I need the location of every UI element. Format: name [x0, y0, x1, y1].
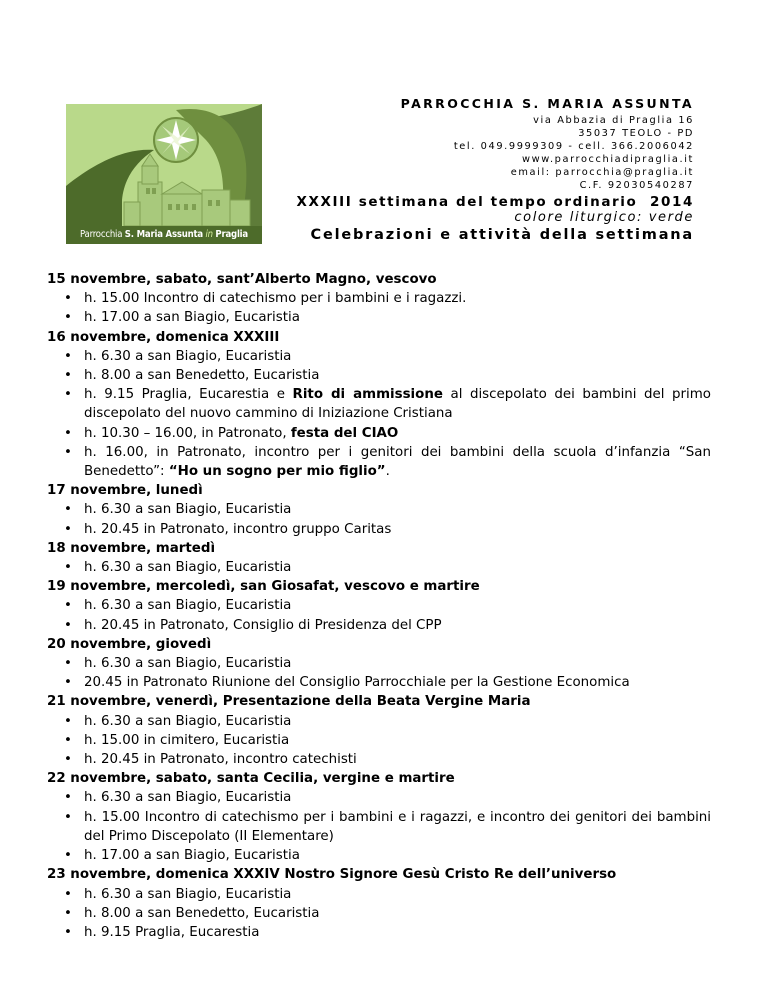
event-item — [47, 673, 711, 692]
event-text: . — [385, 464, 390, 480]
day-events-list — [47, 500, 711, 538]
event-item — [47, 424, 711, 443]
day-heading: 16 novembre, domenica XXXIII — [47, 329, 280, 345]
day-heading: 23 novembre, domenica XXXIV Nostro Signore Gesù Cristo Re dell’universo — [47, 867, 617, 883]
website-line: www.parrocchiadipraglia.it — [522, 154, 694, 165]
event-text: h. 20.45 in Patronato, incontro gruppo Caritas — [84, 521, 392, 537]
day-events-list — [47, 558, 711, 577]
event-item — [47, 596, 711, 615]
event-item — [47, 846, 711, 865]
liturgical-color: colore liturgico: verde — [514, 210, 694, 225]
day-heading: 20 novembre, giovedì — [47, 636, 212, 652]
event-text: h. 10.30 – 16.00, in Patronato, — [84, 425, 291, 441]
event-item — [47, 289, 711, 308]
event-text: h. 16.00, in Patronato, incontro per i genitori dei bambini della scuola d’infanzia “San Benedetto”: — [84, 444, 711, 480]
event-text: h. 9.15 Praglia, Eucarestia e — [84, 387, 293, 403]
event-item — [47, 366, 711, 385]
event-item — [47, 731, 711, 750]
logo-artwork — [66, 104, 262, 244]
event-item — [47, 788, 711, 807]
event-text: h. 17.00 a san Biagio, Eucaristia — [84, 310, 300, 326]
event-text: h. 6.30 a san Biagio, Eucaristia — [84, 713, 292, 729]
event-text: h. 15.00 Incontro di catechismo per i bambini e i ragazzi, e incontro dei genitori dei bambini del Primo Discepolato (II Elementare) — [84, 809, 711, 844]
event-item — [47, 308, 711, 327]
event-text: 20.45 in Patronato Riunione del Consiglio Parrocchiale per la Gestione Economica — [84, 675, 630, 691]
event-item — [47, 443, 711, 481]
event-item — [47, 558, 711, 577]
event-text: h. 8.00 a san Benedetto, Eucaristia — [84, 368, 320, 384]
address-line: via Abbazia di Praglia 16 — [533, 115, 694, 126]
event-text: h. 6.30 a san Biagio, Eucaristia — [84, 598, 292, 614]
event-item — [47, 808, 711, 846]
day-events-list — [47, 788, 711, 865]
postal-line: 35037 TEOLO - PD — [578, 128, 694, 139]
phone-line: tel. 049.9999309 - cell. 366.2006042 — [453, 141, 694, 152]
event-text: h. 15.00 Incontro di catechismo per i bambini e i ragazzi. — [84, 291, 467, 307]
day-events-list — [47, 712, 711, 770]
event-text: h. 6.30 a san Biagio, Eucaristia — [84, 560, 292, 576]
event-item — [47, 347, 711, 366]
parish-name: PARROCCHIA S. MARIA ASSUNTA — [400, 96, 694, 111]
event-item — [47, 885, 711, 904]
event-text: h. 8.00 a san Benedetto, Eucaristia — [84, 905, 320, 921]
event-text: h. 6.30 a san Biagio, Eucaristia — [84, 790, 292, 806]
day-events-list — [47, 654, 711, 692]
day-heading: 15 novembre, sabato, sant’Alberto Magno, vescovo — [47, 272, 437, 287]
event-item — [47, 520, 711, 539]
day-heading: 17 novembre, lunedì — [47, 483, 203, 499]
event-item — [47, 616, 711, 635]
day-heading: 22 novembre, sabato, santa Cecilia, vergine e martire — [47, 771, 455, 787]
event-item — [47, 385, 711, 423]
event-item — [47, 712, 711, 731]
logo-caption: Parrocchia S. Maria Assunta in Praglia — [80, 229, 248, 240]
event-text: h. 20.45 in Patronato, Consiglio di Presidenza del CPP — [84, 617, 442, 633]
event-highlight: festa del CIAO — [290, 425, 399, 441]
event-text: h. 15.00 in cimitero, Eucaristia — [84, 732, 290, 748]
event-text: h. 6.30 a san Biagio, Eucaristia — [84, 348, 292, 364]
week-title: XXXIII settimana del tempo ordinario 2014 — [296, 194, 694, 210]
email-line: email: parrocchia@praglia.it — [510, 167, 694, 178]
parish-header — [297, 96, 694, 225]
day-heading: 19 novembre, mercoledì, san Giosafat, vescovo e martire — [47, 579, 480, 595]
event-text: h. 9.15 Praglia, Eucarestia — [84, 924, 260, 940]
event-text: h. 6.30 a san Biagio, Eucaristia — [84, 502, 292, 518]
event-item — [47, 923, 711, 942]
day-events-list — [47, 885, 711, 943]
event-text: h. 17.00 a san Biagio, Eucaristia — [84, 848, 300, 864]
event-text: h. 6.30 a san Biagio, Eucaristia — [84, 656, 292, 672]
event-text: al discepolato dei bambini del primo discepolato del nuovo cammino di Iniziazione Cristiana — [84, 387, 711, 422]
event-text: h. 20.45 in Patronato, incontro catechisti — [84, 752, 357, 768]
event-item — [47, 750, 711, 769]
event-highlight: Rito di ammissione — [292, 387, 443, 403]
day-events-list — [47, 347, 711, 481]
parish-logo — [66, 104, 262, 244]
day-events-list — [47, 596, 711, 634]
event-item — [47, 500, 711, 519]
event-item — [47, 654, 711, 673]
event-highlight: “Ho un sogno per mio figlio” — [168, 464, 386, 480]
section-title: Celebrazioni e attività della settimana — [310, 227, 694, 243]
day-events-list — [47, 289, 711, 327]
day-heading: 21 novembre, venerdì, Presentazione della Beata Vergine Maria — [47, 694, 531, 710]
day-heading: 18 novembre, martedì — [47, 540, 216, 556]
weekly-schedule — [47, 270, 711, 942]
tax-code-line: C.F. 92030540287 — [579, 180, 694, 191]
event-item — [47, 904, 711, 923]
event-text: h. 6.30 a san Biagio, Eucaristia — [84, 886, 292, 902]
